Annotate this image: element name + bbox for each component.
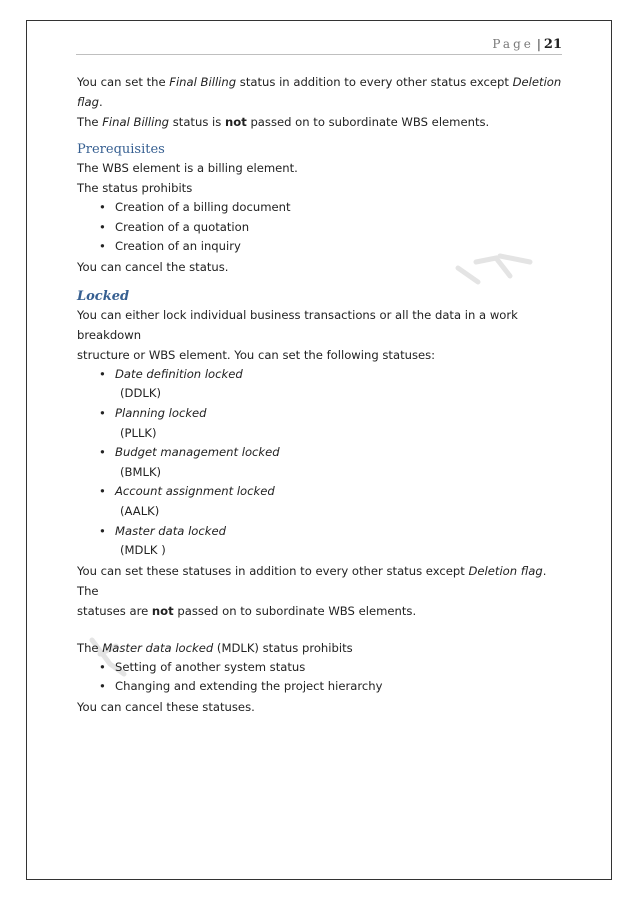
list-item: • Budget management locked [77, 443, 567, 463]
prereq-line: The WBS element is a billing element. [77, 161, 298, 175]
document-body [77, 72, 567, 717]
prereq-line: The status prohibits [77, 181, 193, 195]
locked-intro: structure or WBS element. You can set the following statuses: [77, 347, 436, 362]
list-item: • Date definition locked [77, 365, 567, 385]
list-item: • Master data locked [77, 522, 567, 542]
closing-line: You can cancel these statuses. [77, 699, 255, 714]
list-item: • Planning locked [77, 404, 567, 424]
header-rule [76, 54, 562, 55]
page-separator: | [536, 37, 541, 51]
locked-intro: You can either lock individual business transactions or all the data in a work breakdown [77, 307, 518, 342]
mdlk-paragraph: The Master data locked (MDLK) status prohibits [77, 640, 353, 655]
locked-after: You can set these statuses in addition to every other status except Deletion flag. The [77, 563, 547, 598]
prereq-line: You can cancel the status. [77, 259, 229, 274]
mdlk-list [77, 658, 567, 697]
prohibited-list [77, 198, 567, 257]
spacer [77, 621, 567, 638]
list-item: • Account assignment locked [77, 482, 567, 502]
final-billing-note: The Final Billing status is not passed on to subordinate WBS elements. [77, 115, 490, 129]
page-label: Page [492, 37, 534, 51]
list-item: • Setting of another system status [77, 658, 567, 678]
page-header [492, 37, 562, 52]
list-item: • Changing and extending the project hierarchy [77, 677, 567, 697]
lock-status-list [77, 365, 567, 561]
status-code: (DDLK) [120, 386, 161, 401]
locked-heading: Locked [77, 288, 130, 304]
list-item: • Creation of an inquiry [77, 237, 567, 257]
status-code: (PLLK) [120, 425, 157, 440]
prerequisites-heading: Prerequisites [77, 142, 165, 157]
locked-after: statuses are not passed on to subordinate WBS elements. [77, 603, 417, 618]
status-code: (MDLK ) [120, 543, 166, 558]
status-code: (BMLK) [120, 464, 162, 479]
page-number: 21 [543, 37, 562, 52]
status-code: (AALK) [120, 503, 160, 518]
list-item: • Creation of a quotation [77, 218, 567, 238]
list-item: • Creation of a billing document [77, 198, 567, 218]
final-billing-paragraph: You can set the Final Billing status in addition to every other status except Deletion flag. [77, 75, 562, 109]
